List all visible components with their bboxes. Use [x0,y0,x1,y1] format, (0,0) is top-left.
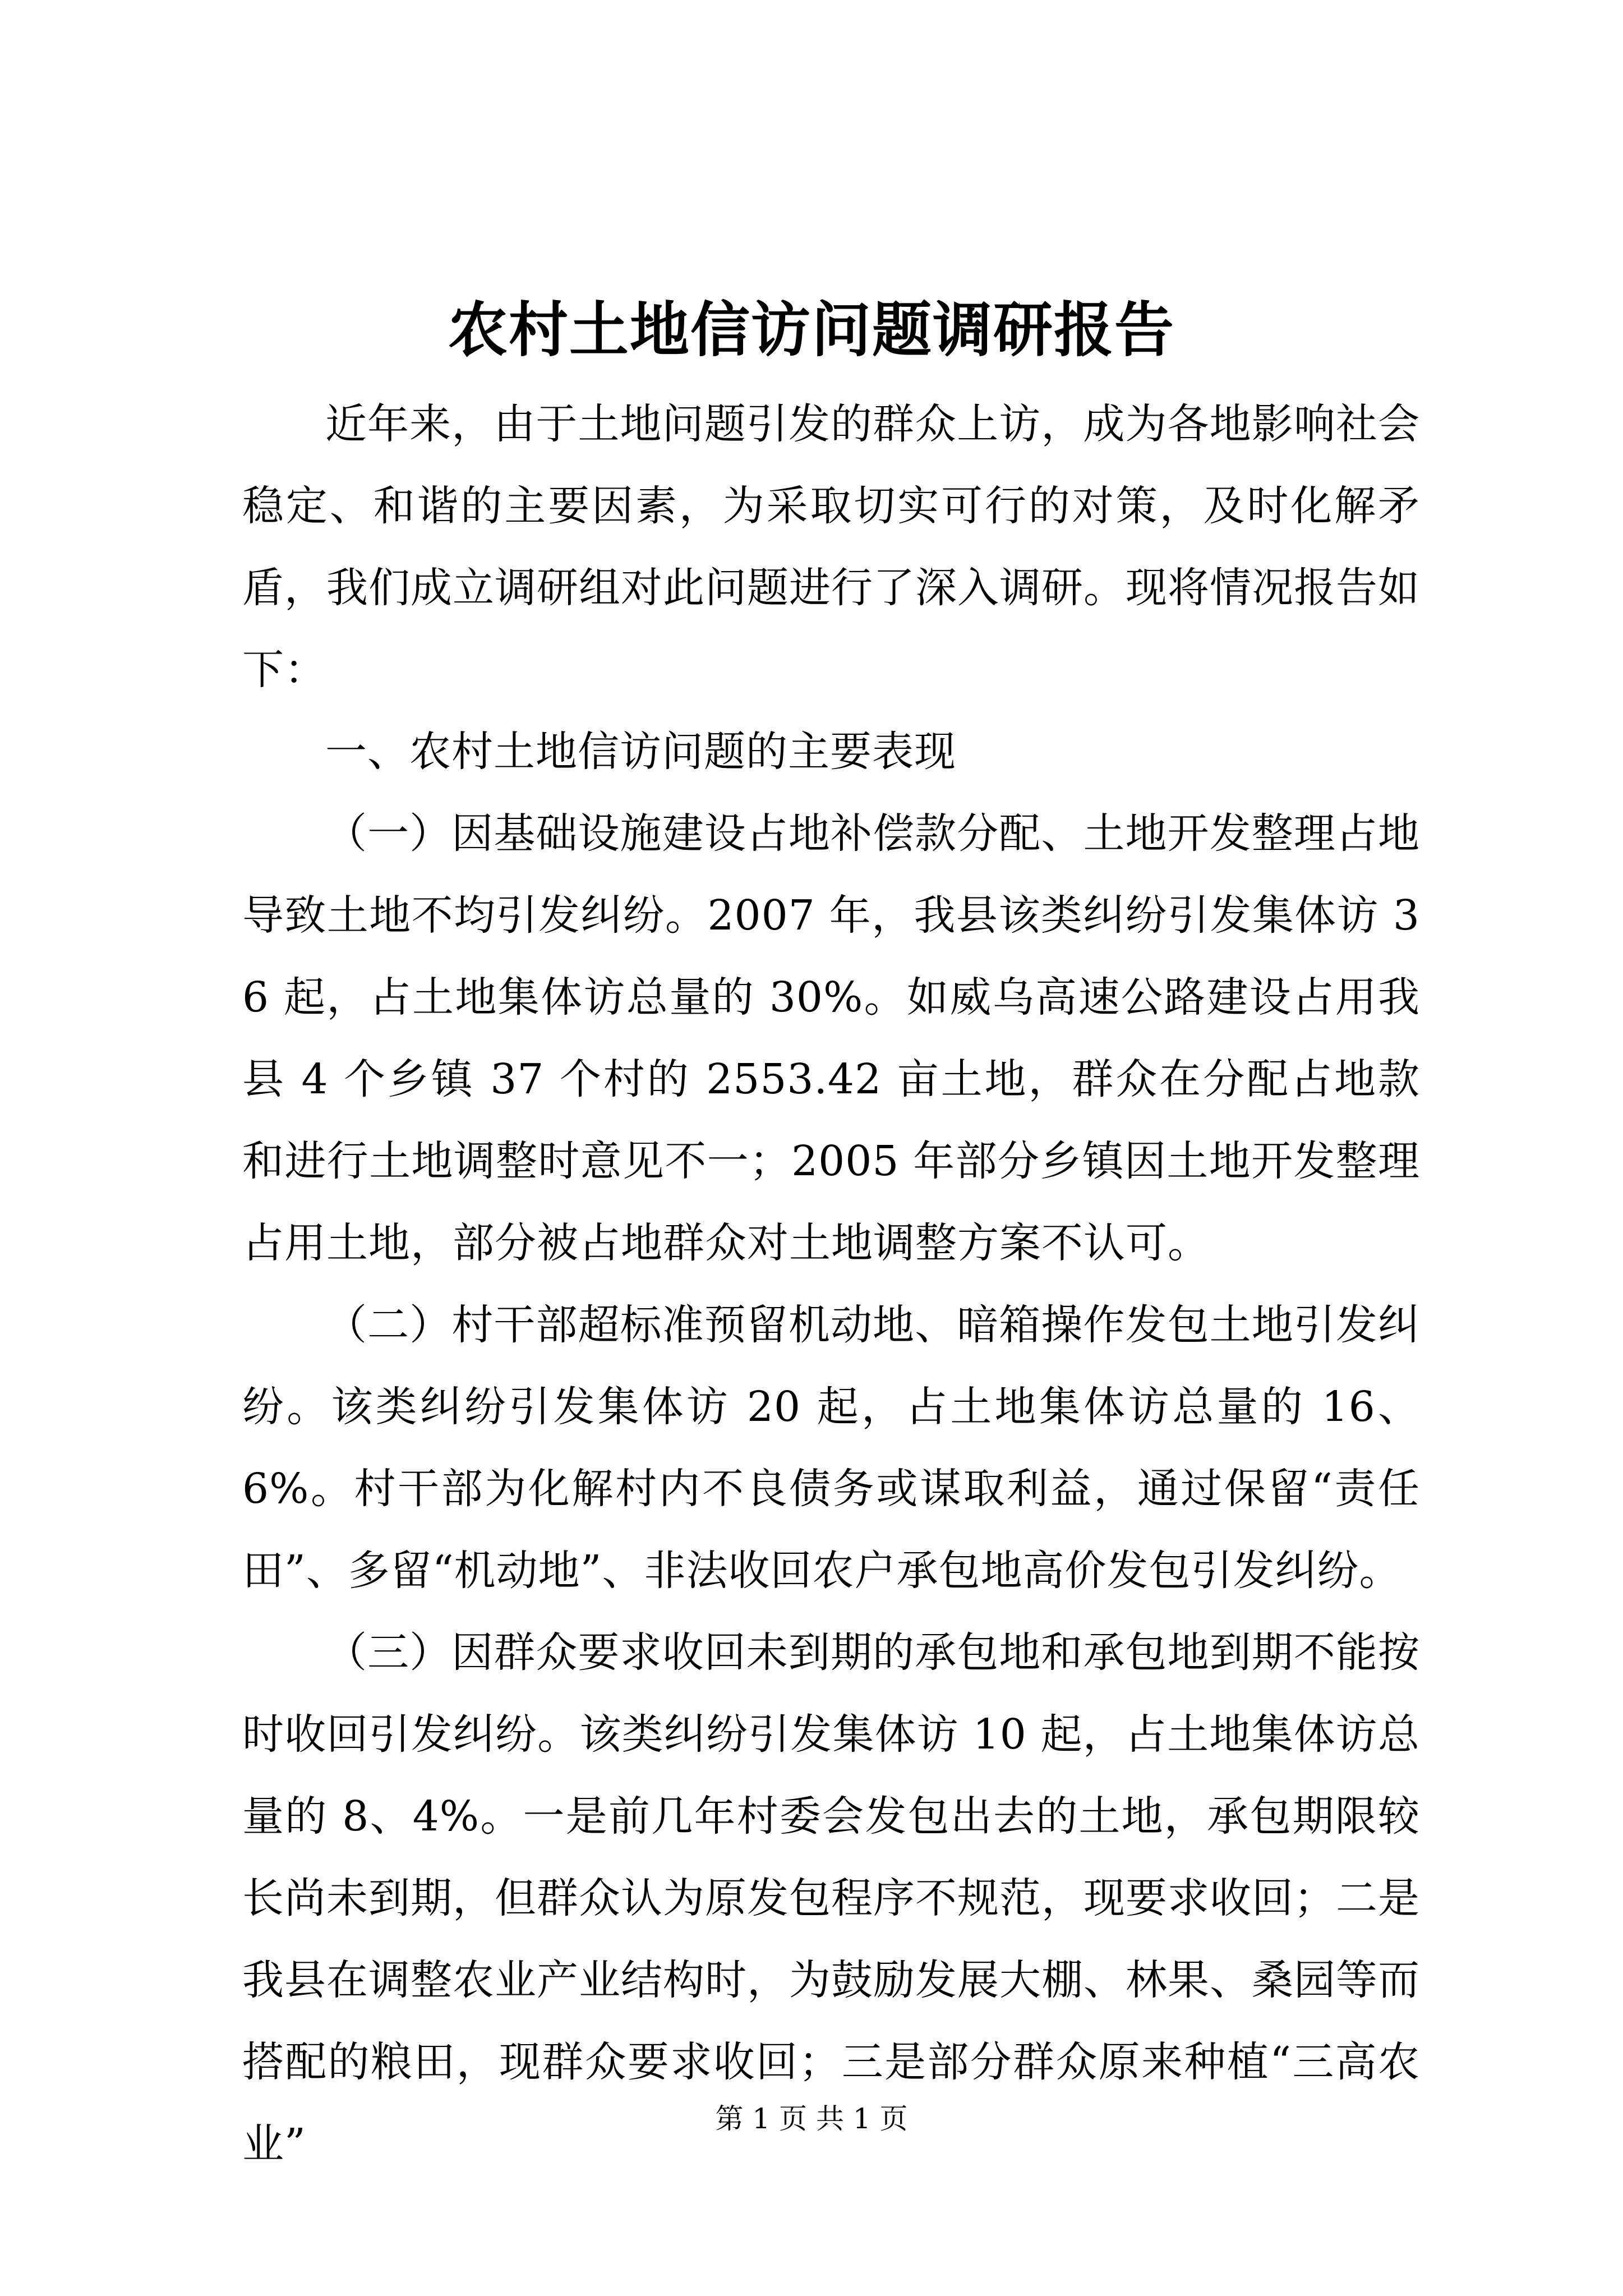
document-title: 农村土地信访问题调研报告 [448,295,1175,365]
paragraph-item-1: （一）因基础设施建设占地补偿款分配、土地开发整理占地导致土地不均引发纠纷。2007 年，我县该类纠纷引发集体访 36 起，占土地集体访总量的 30%。如威乌高速公路建设占用我县 4 个乡镇 37 个村的 2553.42 亩土地，群众在分配占地款和进行土地调整时意见不一；2005 年部分乡镇因土地开发整理占用土地，部分被占地群众对土地调整方案不认可。 [242,809,1420,1267]
document-body [242,383,1420,2185]
section-heading-1: 一、农村土地信访问题的主要表现 [325,728,956,776]
paragraph-intro: 近年来，由于土地问题引发的群众上访，成为各地影响社会稳定、和谐的主要因素，为采取切实可行的对策，及时化解矛盾，我们成立调研组对此问题进行了深入调研。现将情况报告如下： [242,400,1420,694]
paragraph-item-2: （二）村干部超标准预留机动地、暗箱操作发包土地引发纠纷。该类纠纷引发集体访 20 起，占土地集体访总量的 16、6%。村干部为化解村内不良债务或谋取利益，通过保留“责任田”、多留“机动地”、非法收回农户承包地高价发包引发纠纷。 [242,1301,1420,1595]
page-footer: 第 1 页 共 1 页 [715,2102,908,2135]
paragraph-item-3: （三）因群众要求收回未到期的承包地和承包地到期不能按时收回引发纠纷。该类纠纷引发集体访 10 起，占土地集体访总量的 8、4%。一是前几年村委会发包出去的土地，承包期限较长尚未到期，但群众认为原发包程序不规范，现要求收回；二是我县在调整农业产业结构时，为鼓励发展大棚、林果、桑园等而搭配的粮田，现群众要求收回；三是部分群众原来种植“三高农业” [242,1628,1420,2168]
